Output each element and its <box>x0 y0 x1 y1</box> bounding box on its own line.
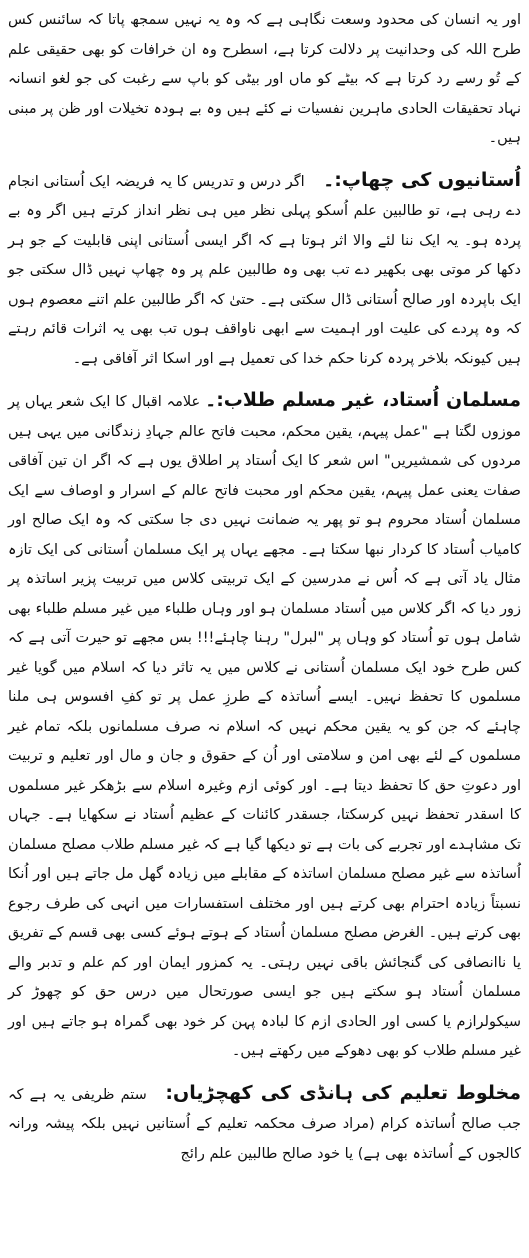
section-gap <box>8 374 521 386</box>
section-text: ستم ظریفی یہ ہے کہ جب صالح اُساتذہ کرام (مراد صرف محکمہ تعلیم کے اُستانیں نہیں بلکہ پیشہ ورانہ کالجوں کے اُساتذہ بھی ہے) یا خود صالح طالبین علم رائج <box>8 1086 521 1162</box>
section-gap <box>8 154 521 166</box>
section-muslim-ustad <box>8 386 521 1067</box>
section-ustaniyon-ki-chhap <box>8 166 521 375</box>
section-heading: مخلوط تعلیم کی ہانڈی کی کھچڑیاں: <box>165 1081 522 1104</box>
section-makhloot-taleem <box>8 1079 521 1170</box>
intro-text: اور یہ انسان کی محدود وسعت نگاہی ہے کہ وہ یہ نہیں سمجھ پاتا کہ سائنس کس طرح اللہ کی وحدانیت پر دلالت کرتا ہے، اسطرح وہ ان خرافات کو بھی حقیقی علم کے تُو رسے رد کرتا ہے کہ بیٹے کو ماں اور بیٹی کو باپ سے رغبت کی جو لغو انسانہ نہاد تحقیقات الحادی ماہرین نفسیات نے کئے ہیں وہ بے ہودہ تخیلات اور ظن پر مبنی ہیں۔ <box>8 12 521 146</box>
intro-paragraph <box>8 6 521 154</box>
section-text: اگر درس و تدریس کا یہ فریضہ ایک اُستانی انجام دے رہی ہے، تو طالبین علم اُسکو پہلی نظر میں ہی نظر انداز کرتے ہیں اگر وہ بے پردہ ہو۔ یہ ایک ننا لئے والا اثر ہوتا ہے کہ اگر ایسی اُستانی اپنی قابلیت کے جو ہر دکھا کر موتی بھی بکھیر دے تب بھی وہ طالبین علم پر وہ چھاپ نہیں ڈال سکتی جو ایک باپردہ اور صالح اُستانی ڈال سکتی ہے۔ حتیٰ کہ اگر طالبین علم اتنے معصوم ہوں کہ وہ پردے کی علیت اور اہمیت سے ابھی ناواقف ہوں تب بھی یہ اثرات قائم رہتے ہیں کیونکہ بلاخر پردہ کرنا حکم خدا کی تعمیل ہے اور اسکا اثر آفاقی ہے۔ <box>8 173 521 367</box>
section-text: علامہ اقبال کا ایک شعر یہاں پر موزوں لگتا ہے "عمل پیہم، یقین محکم، محبت فاتح عالم جہادِ زندگانی میں یہی ہیں مردوں کی شمشیریں" اس شعر کا ایک اُستاد پر اطلاق یوں ہے کہ اگر ان تین آفاقی صفات یعنی عمل پیہم، یقین محکم اور محبت فاتح عالم کے اسرار و اوصاف سے ایک مسلمان اُستاد محروم ہو تو پھر یہ ضمانت نہیں دی جا سکتی کہ وہ ایک صالح اور کامیاب اُستاد کا کردار نبھا سکتا ہے۔ مجھے یہاں پر ایک مسلمان اُستانی کی ایک تازہ مثال یاد آتی ہے کہ اُس نے مدرسین کے ایک تربیتی کلاس میں تربیت پزیر اساتذہ پر زور دیا کہ اگر کلاس میں اُستاد مسلمان ہو اور وہاں طلباء میں غیر مسلم طلباء بھی شامل ہوں تو اُستاد کو وہاں پر "لبرل" رہنا چاہئے!!! بس مجھے تو حیرت آتی ہے کہ کس طرح خود ایک مسلمان اُستانی نے کلاس میں یہ تاثر دیا کہ اسلام میں گویا غیر مسلموں کا تحفظ نہیں۔ ایسے اُساتذہ کے طرزِ عمل پر تو کفِ افسوس ہی ملنا چاہئے کہ جن کو یہ یقین محکم نہیں کہ اسلام نہ صرف مسلمانوں بلکہ تمام غیر مسلموں کے لئے بھی امن و سلامتی اور اُن کے حقوق و جان و مال اور تعلیم و تربیت اور دعوتِ حق کا تحفظ دیتا ہے۔ اور کوئی ازم وغیرہ اسلام سے بڑھکر غیر مسلموں کا اسقدر تحفظ نہیں کرسکتا، جسقدر کائنات کے عظیم اُستاد نے سکھایا ہے۔ جہاں تک مشاہدے اور تجربے کی بات ہے تو دیکھا گیا ہے کہ غیر مسلم طلاب مصلح مسلمان اُساتذہ سے غیر مصلح مسلمان اساتذہ کے مقابلے میں زیادہ گھل مل جاتے ہیں اور اُنکا نسبتاً زیادہ احترام بھی کرتے ہیں اور مختلف استفسارات میں انہی کی طرف رجوع بھی کرتے ہیں۔ الغرض مصلح مسلمان اُستاد کے ہوتے ہوئے کسی بھی قسم کے تفریق یا ناانصافی کی گنجائش باقی نہیں رہتی۔ یہ کمزور ایمان اور کم علم و تدبر والے مسلمان اُستاد ہو سکتے ہیں جو ایسی صورتحال میں درس حق کو چھوڑ کر سیکولرازم یا کسی اور الحادی ازم کا لبادہ پہن کر خود بھی گمراہ ہو جاتے ہیں اور غیر مسلم طلاب کو بھی دھوکے میں رکھتے ہیں۔ <box>8 394 521 1059</box>
section-heading: مسلمان اُستاد، غیر مسلم طلاب:۔ <box>205 389 521 411</box>
section-gap <box>8 1067 521 1079</box>
section-heading: اُستانیوں کی چھاپ:۔ <box>323 168 521 191</box>
